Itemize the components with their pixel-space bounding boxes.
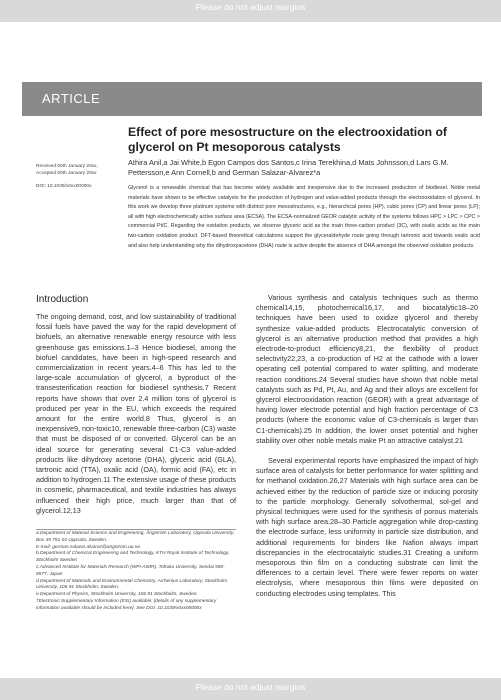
section-heading-introduction: Introduction	[36, 294, 89, 305]
footnote: E-mail: german.salazar.alvarez@angstrom.uu.se.	[36, 544, 142, 550]
footnote: c.Advanced Institute for Materials Research (WPI-AIMR), Tohoku University, Sendai 980-8577, Japan	[36, 564, 225, 577]
author-list: Athira Anil,a Jai White,b Egon Campos dos Santos,c Irina Terekhina,d Mats Johnsson,d Lars G.M. Pettersson,e Ann Cornell,b and German Salazar-Alvarez*a	[128, 158, 449, 177]
footnote: d.Department of Materials and Environmental Chemistry, Arrhenius Laboratory, Stockholm University, 106 91 Stockholm, Sweden.	[36, 578, 228, 591]
doi: DOI: 10.1039/x0xx00000x	[36, 184, 92, 189]
affiliation-footnotes	[36, 531, 236, 613]
footnote: a.Department of Material Science and Engineering, Ångström Laboratory, Uppsala University, Box 35 751 03 Uppsala, Sweden.	[36, 531, 235, 543]
bottom-margin-notice: Please do not adjust margins	[0, 678, 501, 700]
accepted-date: Accepted 00th January 20xx	[36, 171, 97, 176]
abstract: Glycerol is a renewable chemical that has become widely available and inexpensive due to the increased production of biodiesel. Noble metal materials have shown to be effective catalysts for the production of hydrogen and value-added products through the electrooxidation of glycerol. In this work we develop three platinum systems with distinct pore mesostructures, e.g., hierarchical pores (HP), cubic pores (CP) and linear pores (LP); all with high electrochemically active surface area (ECSA). The ECSA-normalized GEOR catalytic activity of the systems follows HPC > LPC > CPC > commercial Pt/C. Regarding the oxidation products, we observe glyceric acid as the main three-carbon product (3C), with oxalic acids as the main two-carbon oxidation product. DFT-based theoretical calculations support the glyceraldehyde route going through tartronic acid towards oxalic acid and also help understanding why the dihydroxyacetone (DHA) route is active despite the absence of DHA amongst the observed oxidation products.	[128, 185, 480, 249]
top-margin-notice: Please do not adjust margins	[0, 0, 501, 22]
intro-paragraph-right-1: Various synthesis and catalysis techniques such as thermo chemical14,15, photochemical16,17, and biocatalytic18–20 techniques have been used to oxidize glycerol and thereby synthesize value-added products. Electrocatalytic conversion of glycerol is an alternative production method that provides a high electrode-to-product efficiency8,21, the flexibility of product selectivity22,23, a co-production of H2 at the cathode with a lower operating cell potential compared to water splitting, and moderate reaction conditions.24 Several studies have shown that noble metal catalysts such as Pd, Pt, Au, and Ag and their alloys are excellent for glycerol electrooxidation reaction (GEOR) with a great advantage of having lower electrode potential and high fraction percentage of C3 products (where the economic value of C3-chemicals is larger than C1-chemicals).25 In addition, the lower onset potential and higher stability over other noble metals make Pt an attractive catalyst.21	[256, 293, 478, 445]
footnote: †Electronic Supplementary Information (ESI) available: [details of any supplementary information available should be included here]. See DOI: 10.1039/x0xx00000x	[36, 598, 217, 611]
article-title: Effect of pore mesostructure on the electrooxidation of glycerol on Pt mesoporous catalysts	[128, 125, 447, 154]
footnote: b.Department of Chemical Engineering and Technology, KTH Royal Institute of Technology, Stockholm Sweden	[36, 551, 230, 564]
article-type-band: ARTICLE	[22, 82, 482, 116]
footnote-divider	[36, 529, 236, 530]
intro-paragraph-left: The ongoing demand, cost, and low sustainability of traditional fossil fuels have paved the way for the rapid development of biofuels, an alternative renewable energy resource with less greenhouse gas emissions.1–3 Hence biodiesel, among the biofuel candidates, have been in high-speed research and commercialization in recent years.4–6 This has led to the large-scale accumulation of glycerol, a byproduct of the transesterification reaction for biodiesel synthesis.7 Recent reports have shown that over 2.4 million tons of glycerol is produced per year in the EU, which exceeds the required amount for the entire world.8 Thus, glycerol is an inexpensive9, non-toxic10, renewable three-carbon (C3) waste that must be disposed of or converted. Glycerol can be an ideal source for generating several C1-C3 value-added products like dihydroxy acetone (DHA), glyceric acid (GLA), tartronic acid (TTA), oxalic acid (OA), formic acid (FA), etc in addition to hydrogen.11 The extensive usage of these products in cosmetic, pharmaceutical, and textile industries has always influenced their high price, much larger than that of glycerol.12,13	[36, 312, 236, 515]
intro-paragraph-right-2: Several experimental reports have emphasized the impact of high surface area of catalysts for better performance for water splitting and for methanol oxidation.26,27 Materials with high surface area can be achieved either by the reduction of particle size or inducing porosity to the particle morphology. Generally solvothermal, sol-gel and physical techniques were used for the synthesis of porous materials with high surface area.28–30 Particle aggregation while drop-casting the electrode surface, less uniformity in particle size distribution, and additional requirements for binders like Nafion always impart discrepancies in the electrocatalytic studies.31 Creating a uniform mesoporous thin film on a conducting substrate can limit the differences to a certain level. There were fewer reports on water electrolysis, where mesoporous thin films were deposited on conducting electrodes using templates. This	[256, 456, 478, 598]
received-date: Received 00th January 20xx,	[36, 164, 98, 169]
footnote: e.Department of Physics, Stockholm University, 106 91 Stockholm, Sweden.	[36, 592, 198, 598]
